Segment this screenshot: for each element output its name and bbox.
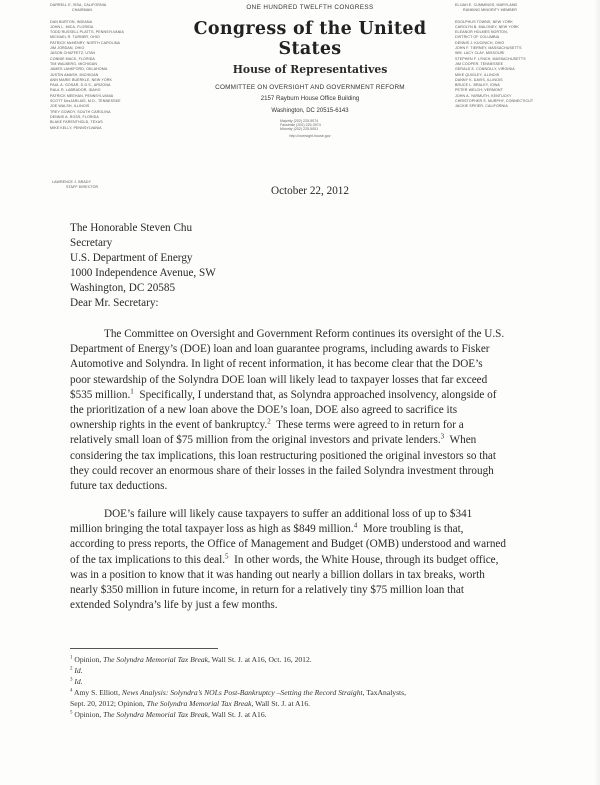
phone-minority: Minority (202) 225-5051 (280, 127, 319, 132)
footnote (70, 665, 550, 676)
minority-roster (455, 3, 590, 110)
body-line: Automotive and Solyndra. In light of recent information, it has become clear that the DOE’s (70, 358, 483, 371)
ranking-member-name: ELIJAH E. CUMMINGS, MARYLAND (455, 3, 518, 7)
body-line: future tax deductions. (70, 480, 168, 493)
body-text: ownership rights in the event of bankruptcy. (70, 419, 268, 432)
footnote-number: 1 (70, 655, 73, 661)
footnote-source-title: The Solyndra Memorial Tax Break (103, 655, 209, 664)
footnote-ref: 3 (440, 432, 445, 441)
roster-member: DISTRICT OF COLUMBIA (455, 35, 500, 40)
roster-member: STEPHEN F. LYNCH, MASSACHUSETTS (455, 56, 526, 61)
body-text: In other words, the White House, through its budget office, (228, 553, 499, 566)
roster-member: ANN MARIE BUERKLE, NEW YORK (50, 77, 112, 82)
roster-member: CAROLYN B. MALONEY, NEW YORK (455, 24, 519, 29)
roster-member: MIKE QUIGLEY, ILLINOIS (455, 72, 500, 77)
roster-member: JOE WALSH, ILLINOIS (50, 104, 90, 109)
website: http://oversight.house.gov (289, 133, 331, 138)
addressee-line: The Honorable Steven Chu (70, 222, 193, 234)
scan-edge-shadow (594, 0, 600, 785)
committee-name: COMMITTEE ON OVERSIGHT AND GOVERNMENT REFORM (215, 84, 405, 91)
roster-member: BLAKE FARENTHOLD, TEXAS (50, 120, 103, 125)
roster-member: WM. LACY CLAY, MISSOURI (455, 51, 505, 56)
addressee-line: Secretary (70, 237, 113, 249)
letterhead (175, 4, 445, 138)
roster-member: JOHN F. TIERNEY, MASSACHUSETTS (455, 46, 522, 51)
footnote-number: 5 (70, 710, 73, 716)
footnote-divider (70, 648, 218, 649)
footnote-ref: 1 (130, 387, 134, 396)
body-line (70, 433, 570, 448)
salutation: Dear Mr. Secretary: (70, 297, 159, 309)
addressee-line: U.S. Department of Energy (70, 252, 193, 264)
body-line: The Committee on Oversight and Government Reform continues its oversight of the U.S. (104, 328, 505, 340)
body-text: These terms were agreed to in return for a (270, 419, 464, 432)
footnote-text: , Wall St. J. at A16. (208, 710, 267, 719)
congress-title: Congress of the United States (193, 19, 427, 59)
roster-member: JOHN A. YARMUTH, KENTUCKY (455, 93, 512, 98)
body-line: Department of Energy’s (DOE) loan and loan guarantee programs, including awards to Fisker (70, 343, 490, 356)
roster-member: CONNIE MACK, FLORIDA (50, 56, 95, 61)
roster-member: DAN BURTON, INDIANA (50, 19, 93, 24)
footnote-number: 2 (70, 666, 73, 672)
footnote-source-title: The Solyndra Memorial Tax Break (103, 710, 209, 719)
addressee-line: Washington, DC 20585 (70, 282, 176, 294)
body-line: the prioritization of a new loan above the DOE’s loan, DOE also agreed to sacrifice its (70, 404, 458, 417)
roster-member: MIKE KELLY, PENNSYLVANIA (50, 125, 102, 130)
body-text: More troubling is that, (357, 523, 464, 536)
body-line (70, 388, 570, 403)
addressee-line: 1000 Independence Avenue, SW (70, 267, 216, 279)
staff-director-block (52, 180, 98, 191)
roster-member: TIM WALBERG, MICHIGAN (50, 61, 98, 66)
phone-majority: Majority (202) 225-5074 (280, 119, 319, 123)
body-line: extended Solyndra’s life by just a few months. (70, 599, 278, 612)
footnote-text: Opinion, (74, 710, 104, 719)
roster-member: RAUL R. LABRADOR, IDAHO (50, 88, 101, 93)
body-text: $535 million. (70, 388, 131, 401)
office-address: 2157 Rayburn House Office Building (260, 95, 360, 102)
roster-member: TREY GOWDY, SOUTH CAROLINA (50, 109, 111, 114)
footnote (70, 676, 550, 687)
body-text: relatively small loan of $75 million from the original investors and private lenders. (70, 434, 441, 447)
house-title: House of Representatives (232, 63, 388, 76)
roster-member: MICHAEL R. TURNER, OHIO (50, 35, 100, 40)
footnote-number: 3 (70, 677, 73, 683)
roster-member: DENNIS J. KUCINICH, OHIO (455, 40, 505, 45)
footnote-source-title: News Analysis: Solyndra’s NOLs Post-Bankruptcy –Setting the Record Straight (121, 688, 363, 697)
body-text: of the tax implications to this deal. (70, 553, 226, 566)
office-city: Washington, DC 20515-6143 (271, 108, 349, 114)
footnote-text: Amy S. Elliott, (73, 688, 122, 697)
roster-member: JAMES LANKFORD, OKLAHOMA (50, 67, 108, 72)
majority-roster (50, 3, 170, 131)
roster-member: JACKIE SPEIER, CALIFORNIA (455, 104, 508, 109)
staff-director-title: STAFF DIRECTOR (66, 185, 99, 190)
congress-number: ONE HUNDRED TWELFTH CONGRESS (246, 4, 374, 11)
ranking-member-title: RANKING MINORITY MEMBER (463, 8, 517, 13)
roster-member: DENNIS A. ROSS, FLORIDA (50, 114, 99, 119)
minority-member-list (455, 20, 590, 110)
addressee-block (70, 221, 216, 296)
staff-director-name: LAWRENCE J. BRADY (52, 180, 92, 184)
roster-member: PAUL A. GOSAR, D.D.S., ARIZONA (50, 83, 111, 88)
roster-member: JIM JORDAN, OHIO (50, 46, 85, 51)
body-line: was in a position to know that it was handing out nearly a billion dollars in tax breaks, worth (70, 568, 485, 581)
body-text: Specifically, I understand that, as Solyndra approached insolvency, alongside of (133, 388, 497, 401)
roster-member: PATRICK MEEHAN, PENNSYLVANIA (50, 93, 114, 98)
footnote-source-title: Id. (74, 666, 83, 675)
roster-member: SCOTT DesJARLAIS, M.D., TENNESSEE (50, 99, 121, 104)
paragraph-1 (70, 327, 570, 494)
footnote-ref: 2 (267, 417, 271, 426)
roster-member: GERALD E. CONNOLLY, VIRGINIA (455, 67, 515, 72)
footnote-number: 4 (70, 688, 73, 694)
footnote-source-title: Id. (74, 677, 83, 686)
footnote-ref: 4 (353, 521, 358, 530)
chairman-name: DARRELL E. ISSA, CALIFORNIA (50, 3, 107, 7)
footnotes (70, 654, 550, 720)
phone-fax: Facsimile (202) 225-3974 (280, 123, 321, 128)
roster-member: PATRICK McHENRY, NORTH CAROLINA (50, 40, 121, 45)
footnote (70, 698, 550, 709)
roster-member: JASON CHAFFETZ, UTAH (50, 51, 96, 56)
paragraph-2 (70, 507, 570, 613)
body-line (70, 522, 570, 537)
roster-member: JUSTIN AMASH, MICHIGAN (50, 72, 99, 77)
roster-member: EDOLPHUS TOWNS, NEW YORK (455, 19, 513, 24)
footnote-text: , Wall St. J. at A16, Oct. 16, 2012. (208, 655, 312, 664)
roster-member: PETER WELCH, VERMONT (455, 88, 503, 93)
roster-member: TODD RUSSELL PLATTS, PENNSYLVANIA (50, 30, 124, 35)
footnote (70, 654, 550, 665)
roster-member: ELEANOR HOLMES NORTON, (455, 30, 508, 35)
chairman-title: CHAIRMAN (72, 8, 92, 13)
letter-date: October 22, 2012 (271, 185, 349, 197)
footnote-ref: 5 (225, 551, 229, 560)
body-line (70, 553, 570, 568)
phone-numbers (280, 119, 340, 132)
footnote-text: Opinion, (74, 655, 104, 664)
roster-member: DANNY K. DAVIS, ILLINOIS (455, 77, 503, 82)
body-line: according to press reports, the Office of Management and Budget (OMB) understood and warned (70, 538, 506, 551)
body-line (70, 418, 570, 433)
body-line: poor stewardship of the Solyndra DOE loan will likely lead to taxpayer losses that far exceed (70, 373, 488, 386)
body-text: million bringing the total taxpayer loss as high as $849 million. (70, 523, 354, 536)
roster-member: BRUCE L. BRALEY, IOWA (455, 83, 500, 88)
roster-member: CHRISTOPHER S. MURPHY, CONNECTICUT (455, 99, 534, 104)
footnote (70, 687, 550, 698)
body-line: they could recover an enormous share of their losses in the failed Solyndra investment through (70, 464, 494, 477)
majority-member-list (50, 20, 170, 131)
roster-member: JIM COOPER, TENNESSEE (455, 61, 504, 66)
footnote-text: Sept. 20, 2012; Opinion, (70, 699, 147, 708)
body-line: considering the tax implications, this loan restructuring positioned the original investors so that (70, 449, 496, 462)
body-text: When (444, 434, 477, 447)
body-line: DOE’s failure will likely cause taxpayers to suffer an additional loss of up to $341 (104, 508, 473, 520)
body-line: nearly $350 million in future income, in return for a relatively tiny $75 million loan that (70, 584, 464, 597)
footnote-text: , TaxAnalysts, (362, 688, 407, 697)
footnote (70, 709, 550, 720)
footnote-source-title: The Solyndra Memorial Tax Break (146, 699, 252, 708)
footnote-text: , Wall St. J. at A16. (251, 699, 311, 708)
roster-member: JOHN L. MICA, FLORIDA (50, 24, 94, 29)
